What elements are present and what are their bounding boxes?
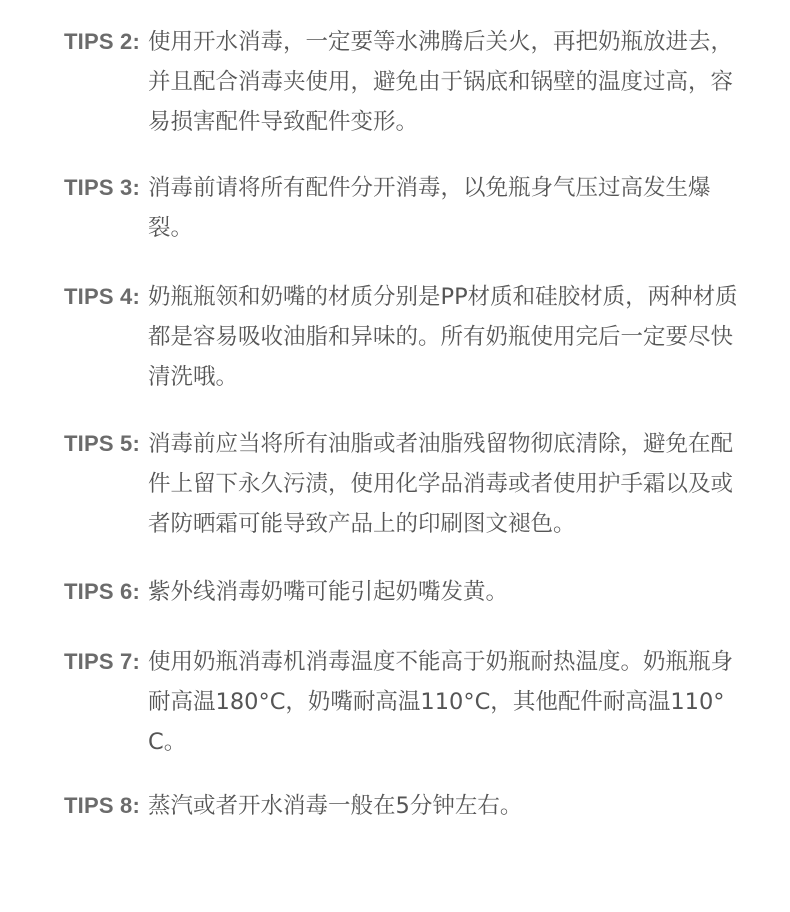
tip-text: 蒸汽或者开水消毒一般在5分钟左右。 <box>148 793 523 819</box>
tip-text: 使用开水消毒，一定要等水沸腾后关火，再把奶瓶放进去，并且配合消毒夹使用，避免由于锅底和锅壁的温度过高，容易损害配件导致配件变形。 <box>148 29 734 135</box>
tip-text: 使用奶瓶消毒机消毒温度不能高于奶瓶耐热温度。奶瓶瓶身耐高温180°C，奶嘴耐高温110°C，其他配件耐高温110°C。 <box>148 649 734 755</box>
tip-label: TIPS 4: <box>64 284 140 309</box>
tip-label: TIPS 6: <box>64 579 140 604</box>
tip-text: 奶瓶瓶领和奶嘴的材质分别是PP材质和硅胶材质，两种材质都是容易吸收油脂和异味的。所有奶瓶使用完后一定要尽快清洗哦。 <box>148 284 738 390</box>
tip-label: TIPS 2: <box>64 29 140 54</box>
tip-label: TIPS 5: <box>64 431 140 456</box>
tip-label: TIPS 8: <box>64 793 140 818</box>
tip-label: TIPS 7: <box>64 649 140 674</box>
tip-text: 消毒前请将所有配件分开消毒，以免瓶身气压过高发生爆裂。 <box>148 175 711 241</box>
tip-label: TIPS 3: <box>64 175 140 200</box>
tip-text: 紫外线消毒奶嘴可能引起奶嘴发黄。 <box>148 579 509 605</box>
tip-text: 消毒前应当将所有油脂或者油脂残留物彻底清除，避免在配件上留下永久污渍，使用化学品消毒或者使用护手霜以及或者防晒霜可能导致产品上的印刷图文褪色。 <box>148 431 734 537</box>
